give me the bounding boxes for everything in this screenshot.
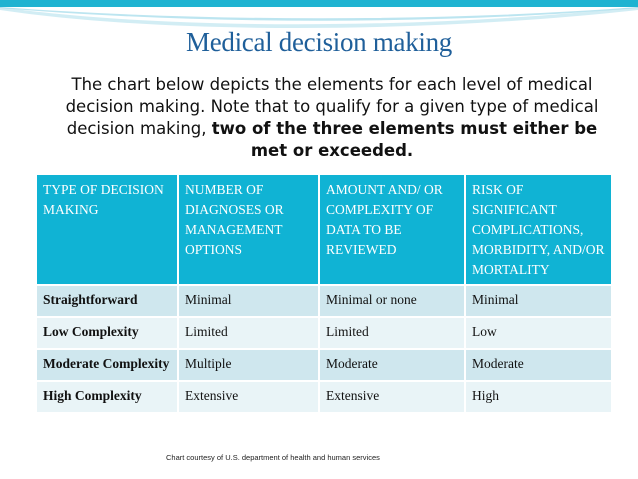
intro-text: The chart below depicts the elements for each level of medical decision making. Note that to qualify for a given type of medical decision making, [65, 75, 599, 138]
row-data-amount: Minimal or none [319, 285, 465, 317]
row-diagnoses: Minimal [178, 285, 319, 317]
row-diagnoses: Limited [178, 317, 319, 349]
header-diagnoses: NUMBER OF DIAGNOSES OR MANAGEMENT OPTIONS [178, 175, 319, 285]
row-diagnoses: Multiple [178, 349, 319, 381]
source-note: Chart courtesy of U.S. department of health and human services [166, 453, 380, 462]
table-row [37, 381, 611, 412]
table-row [37, 317, 611, 349]
row-risk: Moderate [465, 349, 611, 381]
table-header-row [37, 175, 611, 285]
row-diagnoses: Extensive [178, 381, 319, 412]
table-row [37, 349, 611, 381]
row-type: Moderate Complexity [37, 349, 178, 381]
row-risk: Low [465, 317, 611, 349]
row-data-amount: Moderate [319, 349, 465, 381]
header-risk: RISK OF SIGNIFICANT COMPLICATIONS, MORBIDITY, AND/OR MORTALITY [465, 175, 611, 285]
intro-paragraph [62, 74, 602, 162]
row-risk: High [465, 381, 611, 412]
intro-emphasis: two of the three elements must either be met or exceeded. [211, 119, 598, 160]
header-type: TYPE OF DECISION MAKING [37, 175, 178, 285]
decision-making-table [37, 175, 611, 412]
row-risk: Minimal [465, 285, 611, 317]
page-title: Medical decision making [185, 27, 453, 57]
row-type: Straightforward [37, 285, 178, 317]
header-data-amount: AMOUNT AND/ OR COMPLEXITY OF DATA TO BE REVIEWED [319, 175, 465, 285]
row-type: Low Complexity [37, 317, 178, 349]
table-row [37, 285, 611, 317]
row-type: High Complexity [37, 381, 178, 412]
row-data-amount: Limited [319, 317, 465, 349]
row-data-amount: Extensive [319, 381, 465, 412]
